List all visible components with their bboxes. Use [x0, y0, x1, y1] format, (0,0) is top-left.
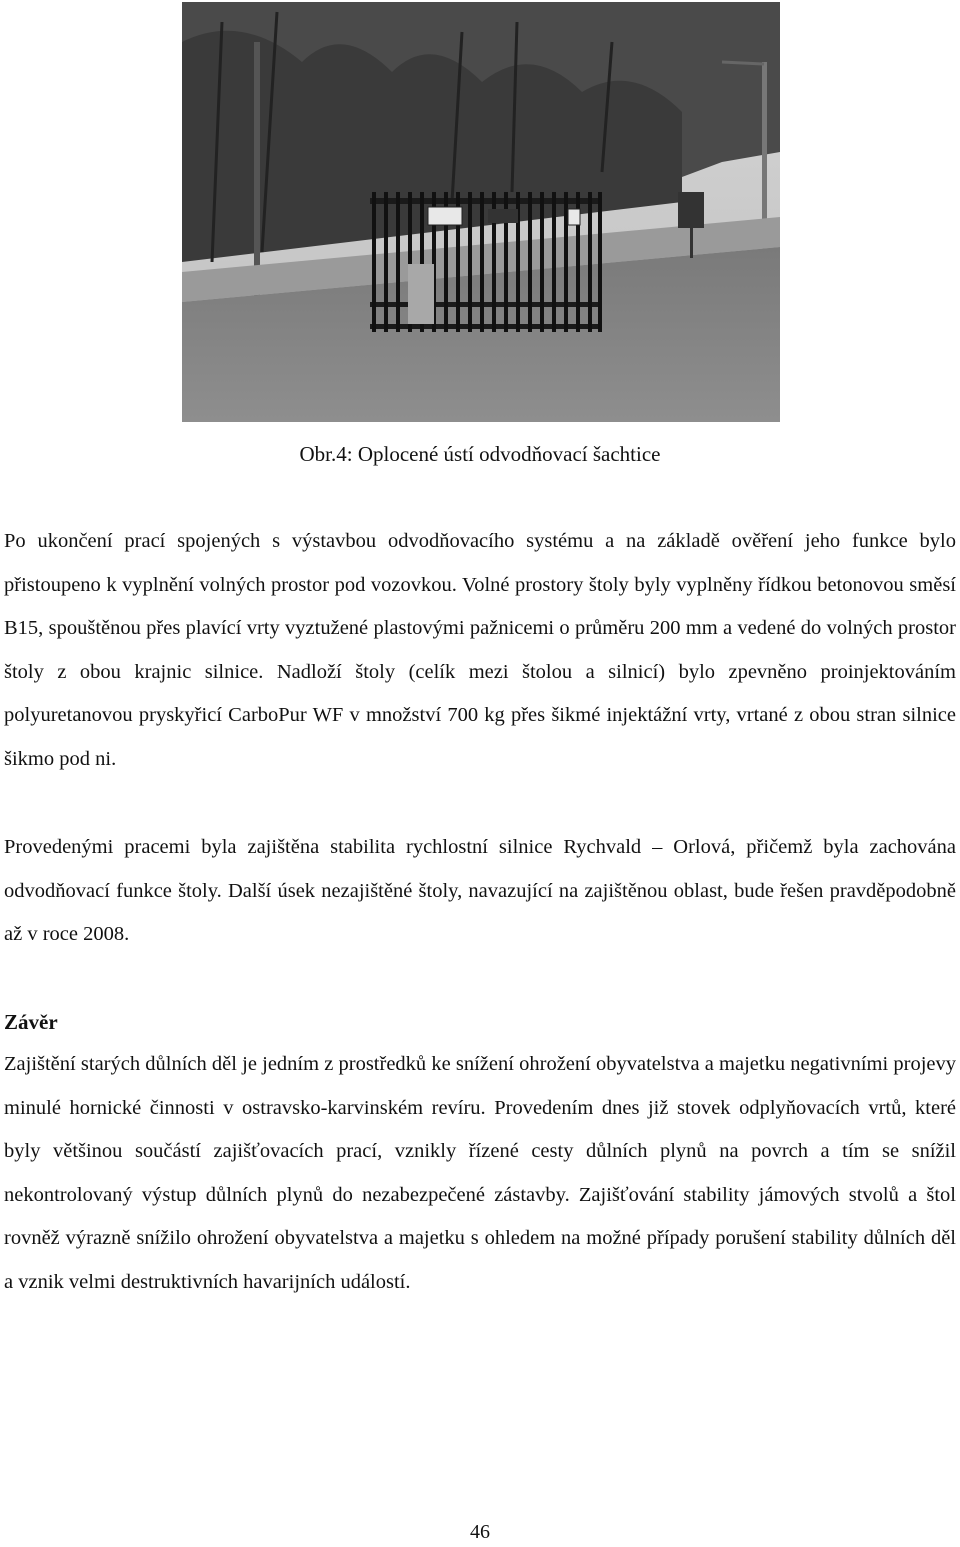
paragraph-conclusion: Zajištění starých důlních děl je jedním z prostředků ke snížení ohrožení obyvatelstva a majetku negativními projevy minulé hornické činnosti v ostravsko-karvinském revíru. Provedením dnes již stovek odplyňovacích vrtů, které byly většinou součástí zajišťovacích prací, vznikly řízené cesty důlních plynů na povrch a tím se snížil nekontrolovaný výstup důlních plynů do nezabezpečené zástavby. Zajišťování stability jámových stvolů a štol rovněž výrazně snížilo ohrožení obyvatelstva a majetku s ohledem na možné případy porušení stability důlních děl a vznik velmi destruktivních havarijních událostí.: [4, 1053, 956, 1293]
paragraph-filling: Po ukončení prací spojených s výstavbou odvodňovacího systému a na základě ověření jeho funkce bylo přistoupeno k vyplnění volných prostor pod vozovkou. Volné prostory štoly byly vyplněny řídkou betonovou směsí B15, spouštěnou přes plavící vrty vyztužené plastovými pažnicemi o průměru 200 mm a vedené do volných prostor štoly z obou krajnic silnice. Nadloží štoly (celík mezi štolou a silnicí) bylo zpevněno proinjektováním polyuretanovou pryskyřicí CarboPur WF v množství 700 kg přes šikmé injektážní vrty, vrtané z obou stran silnice šikmo pod ni.: [4, 530, 956, 770]
paragraph-stability: Provedenými pracemi byla zajištěna stabilita rychlostní silnice Rychvald – Orlová, přičemž byla zachována odvodňovací funkce štoly. Další úsek nezajištěné štoly, navazující na zajištěnou oblast, bude řešen pravděpodobně až v roce 2008.: [4, 836, 956, 946]
figure-photo: [182, 2, 780, 422]
section-heading: Závěr: [4, 1010, 58, 1034]
fenced-shaft-photo: [182, 2, 780, 422]
figure-caption: Obr.4: Oplocené ústí odvodňovací šachtice: [299, 442, 661, 466]
page-number: 46: [470, 1521, 490, 1543]
